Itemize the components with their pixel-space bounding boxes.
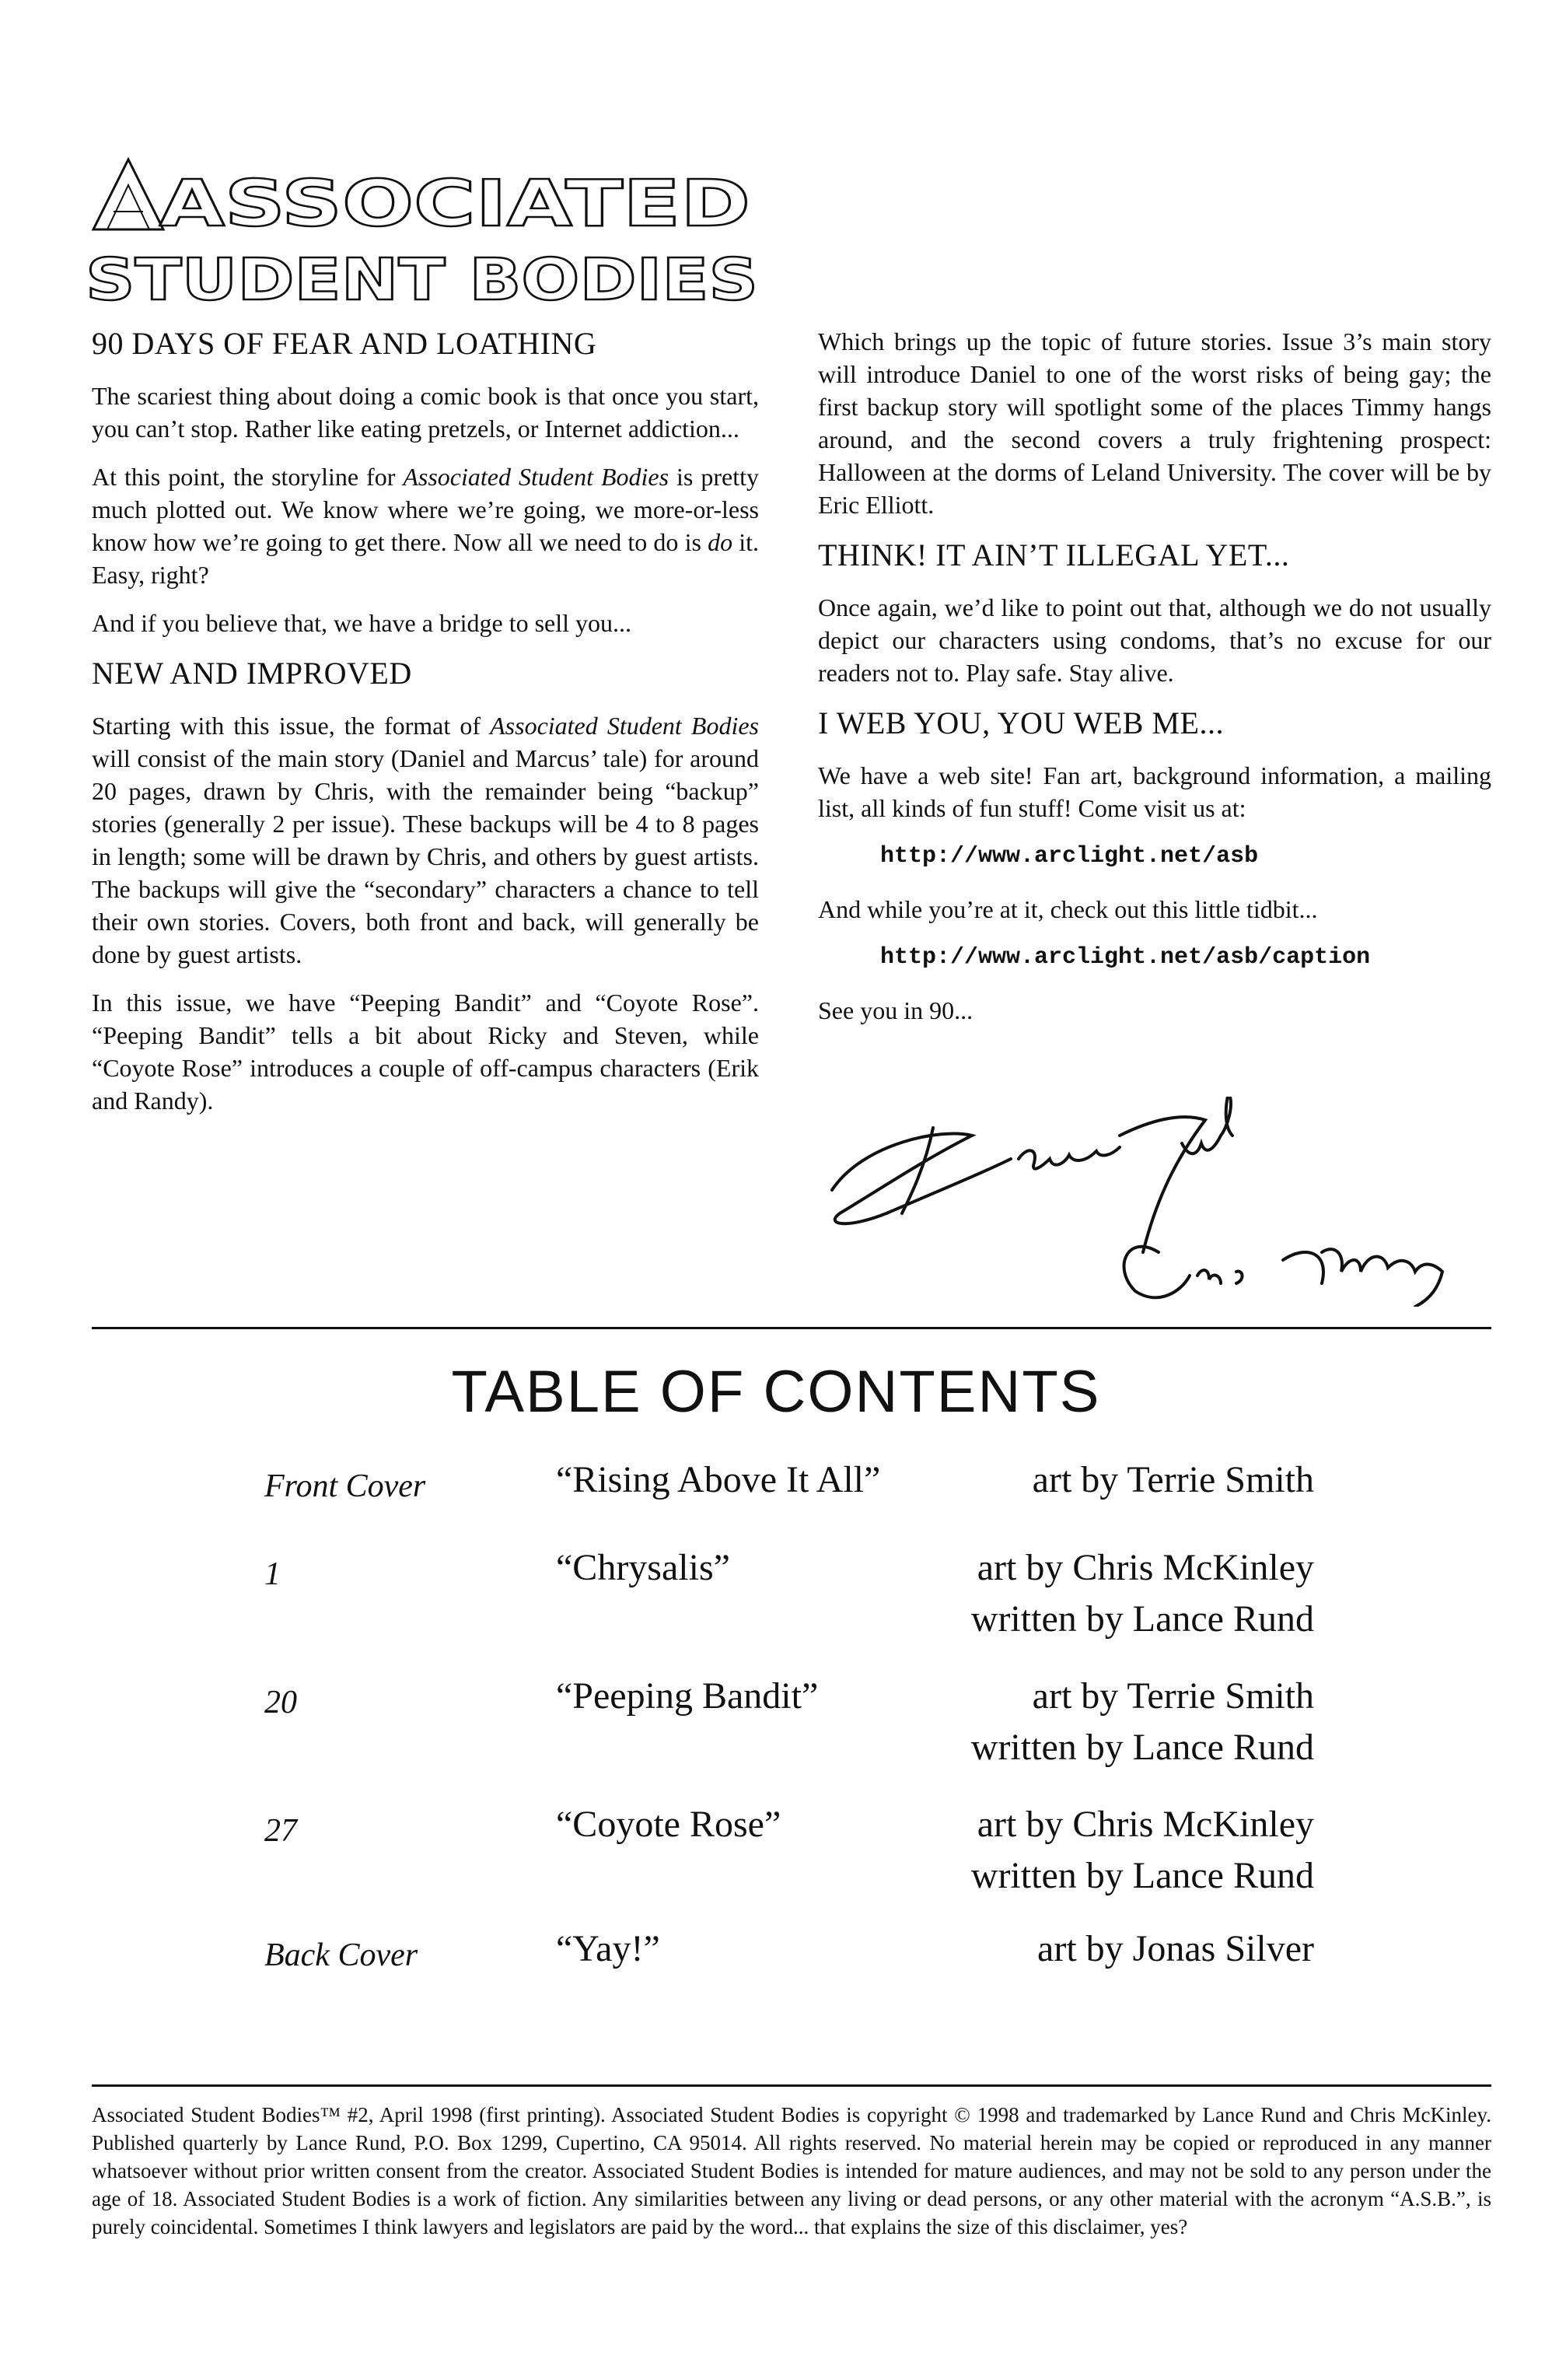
toc-credits: art by Terrie Smith: [1032, 1459, 1314, 1500]
heading-think: THINK! IT AIN’T ILLEGAL YET...: [818, 537, 1290, 572]
toc-credits: art by Chris McKinley written by Lance Rund: [970, 1547, 1314, 1640]
paragraph-tidbit: And while you’re at it, check out this little tidbit...: [818, 895, 1318, 923]
toc-story: “Peeping Bandit”: [556, 1675, 819, 1717]
toc-page: 1: [264, 1556, 281, 1592]
heading-new-and-improved: NEW AND IMPROVED: [92, 656, 412, 691]
paragraph-web-site: We have a web site! Fan art, background information, a mailing list, all kinds of fun stuff! Come visit us at:: [818, 761, 1491, 822]
paragraph-future-stories: Which brings up the topic of future stories. Issue 3’s main story will introduce Daniel to one of the worst risks of being gay; the first backup story will spotlight some of the places Timmy hangs around, and the second covers a truly frightening prospect: Halloween at the dorms of Leland University. The cover will be by Eric Elliott.: [818, 327, 1491, 519]
toc-credits: art by Chris McKinley written by Lance Rund: [970, 1804, 1314, 1896]
paragraph-bridge: And if you believe that, we have a bridge to sell you...: [92, 609, 632, 637]
toc-title: TABLE OF CONTENTS: [451, 1359, 1101, 1425]
url-caption[interactable]: http://www.arclight.net/asb/caption: [880, 944, 1371, 971]
toc-page: 27: [264, 1813, 297, 1849]
logo: [86, 156, 762, 311]
toc-page: 20: [264, 1685, 297, 1720]
toc-story: “Chrysalis”: [556, 1547, 730, 1588]
right-column: [818, 325, 1491, 1042]
toc-story: “Rising Above It All”: [556, 1459, 881, 1500]
toc-story: “Yay!”: [556, 1928, 660, 1969]
left-column: [92, 325, 759, 1132]
heading-web: I WEB YOU, YOU WEB ME...: [818, 705, 1224, 740]
toc-credits: art by Terrie Smith written by Lance Rund: [970, 1675, 1314, 1768]
logo-line1: ASSOCIATED: [159, 167, 750, 241]
toc-story: “Coyote Rose”: [556, 1804, 781, 1845]
paragraph-this-issue: In this issue, we have “Peeping Bandit” and “Coyote Rose”. “Peeping Bandit” tells a bit about Ricky and Steven, while “Coyote Rose” introduces a couple of off-campus characters (Erik and Randy).: [92, 989, 759, 1115]
paragraph-scariest-thing: The scariest thing about doing a comic book is that once you start, you can’t stop. Rather like eating pretzels, or Internet addiction...: [92, 382, 759, 443]
paragraph-see-you: See you in 90...: [818, 996, 973, 1024]
paragraph-format: Starting with this issue, the format of Associated Student Bodies will consist of the main story (Daniel and Marcus’ tale) for around 20 pages, drawn by Chris, with the remainder being “backup” stories (generally 2 per issue). These backups will be 4 to 8 pages in length; some will be drawn by Chris, and others by guest artists. The backups will give the “secondary” characters a chance to tell their own stories. Covers, both front and back, will generally be done by guest artists.: [92, 712, 760, 968]
url-asb[interactable]: http://www.arclight.net/asb: [880, 843, 1259, 870]
divider-bottom: [92, 2084, 1491, 2087]
heading-fear-and-loathing: 90 DAYS OF FEAR AND LOATHING: [92, 326, 597, 361]
toc-credits: art by Jonas Silver: [1037, 1928, 1314, 1969]
toc-page: Back Cover: [264, 1937, 418, 1973]
paragraph-storyline: At this point, the storyline for Associated Student Bodies is pretty much plotted out. We know where we’re going, we more-or-less know how we’re going to get there. Now all we need to do is do it. Easy, right?: [92, 463, 760, 589]
divider-top: [92, 1327, 1491, 1329]
legal-disclaimer: Associated Student Bodies™ #2, April 1998 (first printing). Associated Student Bodies is copyright © 1998 and trademarked by Lance Rund and Chris McKinley. Published quarterly by Lance Rund, P.O. Box 1299, Cupertino, CA 95014. All rights reserved. No material herein may be copied or reproduced in any manner whatsoever without prior written consent from the creator. Associated Student Bodies is intended for mature audiences, and may not be sold to any person under the age of 18. Associated Student Bodies is a work of fiction. Any similarities between any living or dead persons, or any other material with the acronym “A.S.B.”, is purely coincidental. Sometimes I think lawyers and legislators are paid by the word... that explains the size of this disclaimer, yes?: [92, 2103, 1491, 2238]
signature: [816, 1097, 1501, 1307]
logo-line2: STUDENT BODIES: [86, 247, 758, 311]
toc-page: Front Cover: [264, 1468, 426, 1504]
paragraph-condoms: Once again, we’d like to point out that, although we do not usually depict our characters using condoms, that’s no excuse for our readers not to. Play safe. Stay alive.: [818, 593, 1491, 687]
